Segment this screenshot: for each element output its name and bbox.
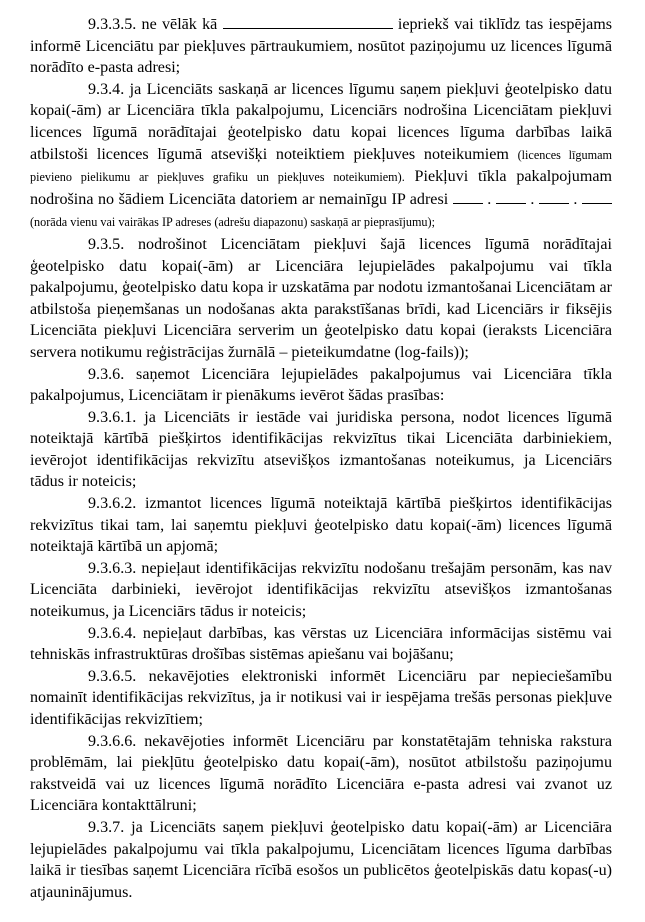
clause-9-3-6-1: 9.3.6.1. ja Licenciāts ir iestāde vai juridiska persona, nodot licences līgumā noteiktajā kārtībā piešķirtos identifikācijas rekvizītus tikai Licenciāta darbiniekiem, ievērojot identifikācijas rekvizītu atsevišķos izmantošanas noteikumus, ja Licenciārs tādus ir noteicis; [30, 408, 612, 491]
clause-9-3-6-6: 9.3.6.6. nekavējoties informēt Licenciāru par konstatētajām tehniska rakstura problēmām, lai piekļūtu ģeotelpisko datu kopai(-ām), nosūtot atbilstošu paziņojumu rakstveidā vai uz licences līgumā norādīto Licenciāra e-pasta adresi vai zvanot uz Licenciāra kontakttālruni; [30, 732, 612, 815]
ip-octet-blank[interactable] [582, 190, 612, 204]
clause-9-3-6: 9.3.6. saņemot Licenciāra lejupielādes pakalpojumus vai Licenciāra tīkla pakalpojumus, Licenciātam ir pienākums ievērot šādas prasības: [30, 365, 612, 405]
clause-9-3-3-5: 9.3.3.5. ne vēlāk kā iepriekš vai tiklīdz tas iespējams informē Licenciātu par piekļuves pārtraukumiem, nosūtot paziņojumu uz licences līgumā norādīto e-pasta adresi; [30, 16, 613, 77]
document-page [30, 14, 612, 903]
ip-octet-blank[interactable] [453, 190, 483, 204]
ip-octet-blank[interactable] [496, 190, 526, 204]
clause-9-3-4: 9.3.4. ja Licenciāts saskaņā ar licences līgumu saņem piekļuvi ģeotelpisko datu kopai(-ām) ar Licenciāra tīkla pakalpojumu, Licenciārs nodrošina Licenciātam piekļuvi licences līgumā norādītajai ģeotelpisko datu kopai licences līguma darbības laikā atbilstoši licences līgumā atsevišķi noteiktiem piekļuves noteikumiem (licences līgumam pievieno pielikumu ar piekļuves grafiku un piekļuves noteikumiem). Piekļuvi tīkla pakalpojumam nodrošina no šādiem Licenciāta datoriem ar nemainīgu IP adresi . . . (norāda vienu vai vairākas IP adreses (adrešu diapazonu) saskaņā ar pieprasījumu); [30, 80, 613, 230]
fill-in-blank[interactable] [223, 15, 393, 29]
clause-9-3-6-3: 9.3.6.3. nepieļaut identifikācijas rekvizītu nodošanu trešajām personām, kas nav Licenciāta darbinieki, ievērojot identifikācijas rekvizītu atsevišķos izmantošanas noteikumus, ja Licenciārs tādus ir noteicis; [30, 559, 612, 621]
clause-9-3-6-5: 9.3.6.5. nekavējoties elektroniski informēt Licenciāru par nepieciešamību nomainīt identifikācijas rekvizītus, ja ir notikusi vai ir iespējama trešās personas piekļuve identifikācijas rekvizītiem; [30, 667, 612, 728]
clause-9-3-6-4: 9.3.6.4. nepieļaut darbības, kas vērstas uz Licenciāra informācijas sistēmu vai tehniskās infrastruktūras drošības sistēmas apiešanu vai bojāšanu; [30, 624, 612, 664]
clause-9-3-7: 9.3.7. ja Licenciāts saņem piekļuvi ģeotelpisko datu kopai(-ām) ar Licenciāra lejupielādes pakalpojumu vai tīkla pakalpojumu, Licenciātam licences līguma darbības laikā ir tiesības saņemt Licenciāra rīcībā esošos un publicētos ģeotelpiskās datu kopas(-u) atjauninājumus. [30, 818, 612, 901]
clause-9-3-5: 9.3.5. nodrošinot Licenciātam piekļuvi šajā licences līgumā norādītajai ģeotelpisko datu kopai(-ām) ar Licenciāra lejupielādes pakalpojumu vai tīkla pakalpojumu, ģeotelpisko datu kopa ir uzskatāma par nodotu izmantošanai Licenciātam ar atbilstoša pieņemšanas un nodošanas akta parakstīšanas brīdi, kad Licenciārs ir fiksējis Licenciāta piekļuvi Licenciāra serverim un ģeotelpisko datu kopai (ieraksts Licenciāra servera notikumu reģistrācijas žurnālā – pieteikumdatne (log-fails)); [30, 235, 612, 361]
ip-octet-blank[interactable] [539, 190, 569, 204]
clause-9-3-6-2: 9.3.6.2. izmantot licences līgumā noteiktajā kārtībā piešķirtos identifikācijas rekvizītus tikai tam, lai saņemtu piekļuvi ģeotelpisko datu kopai(-ām) licences līgumā noteiktajā kārtībā un apjomā; [30, 495, 612, 556]
